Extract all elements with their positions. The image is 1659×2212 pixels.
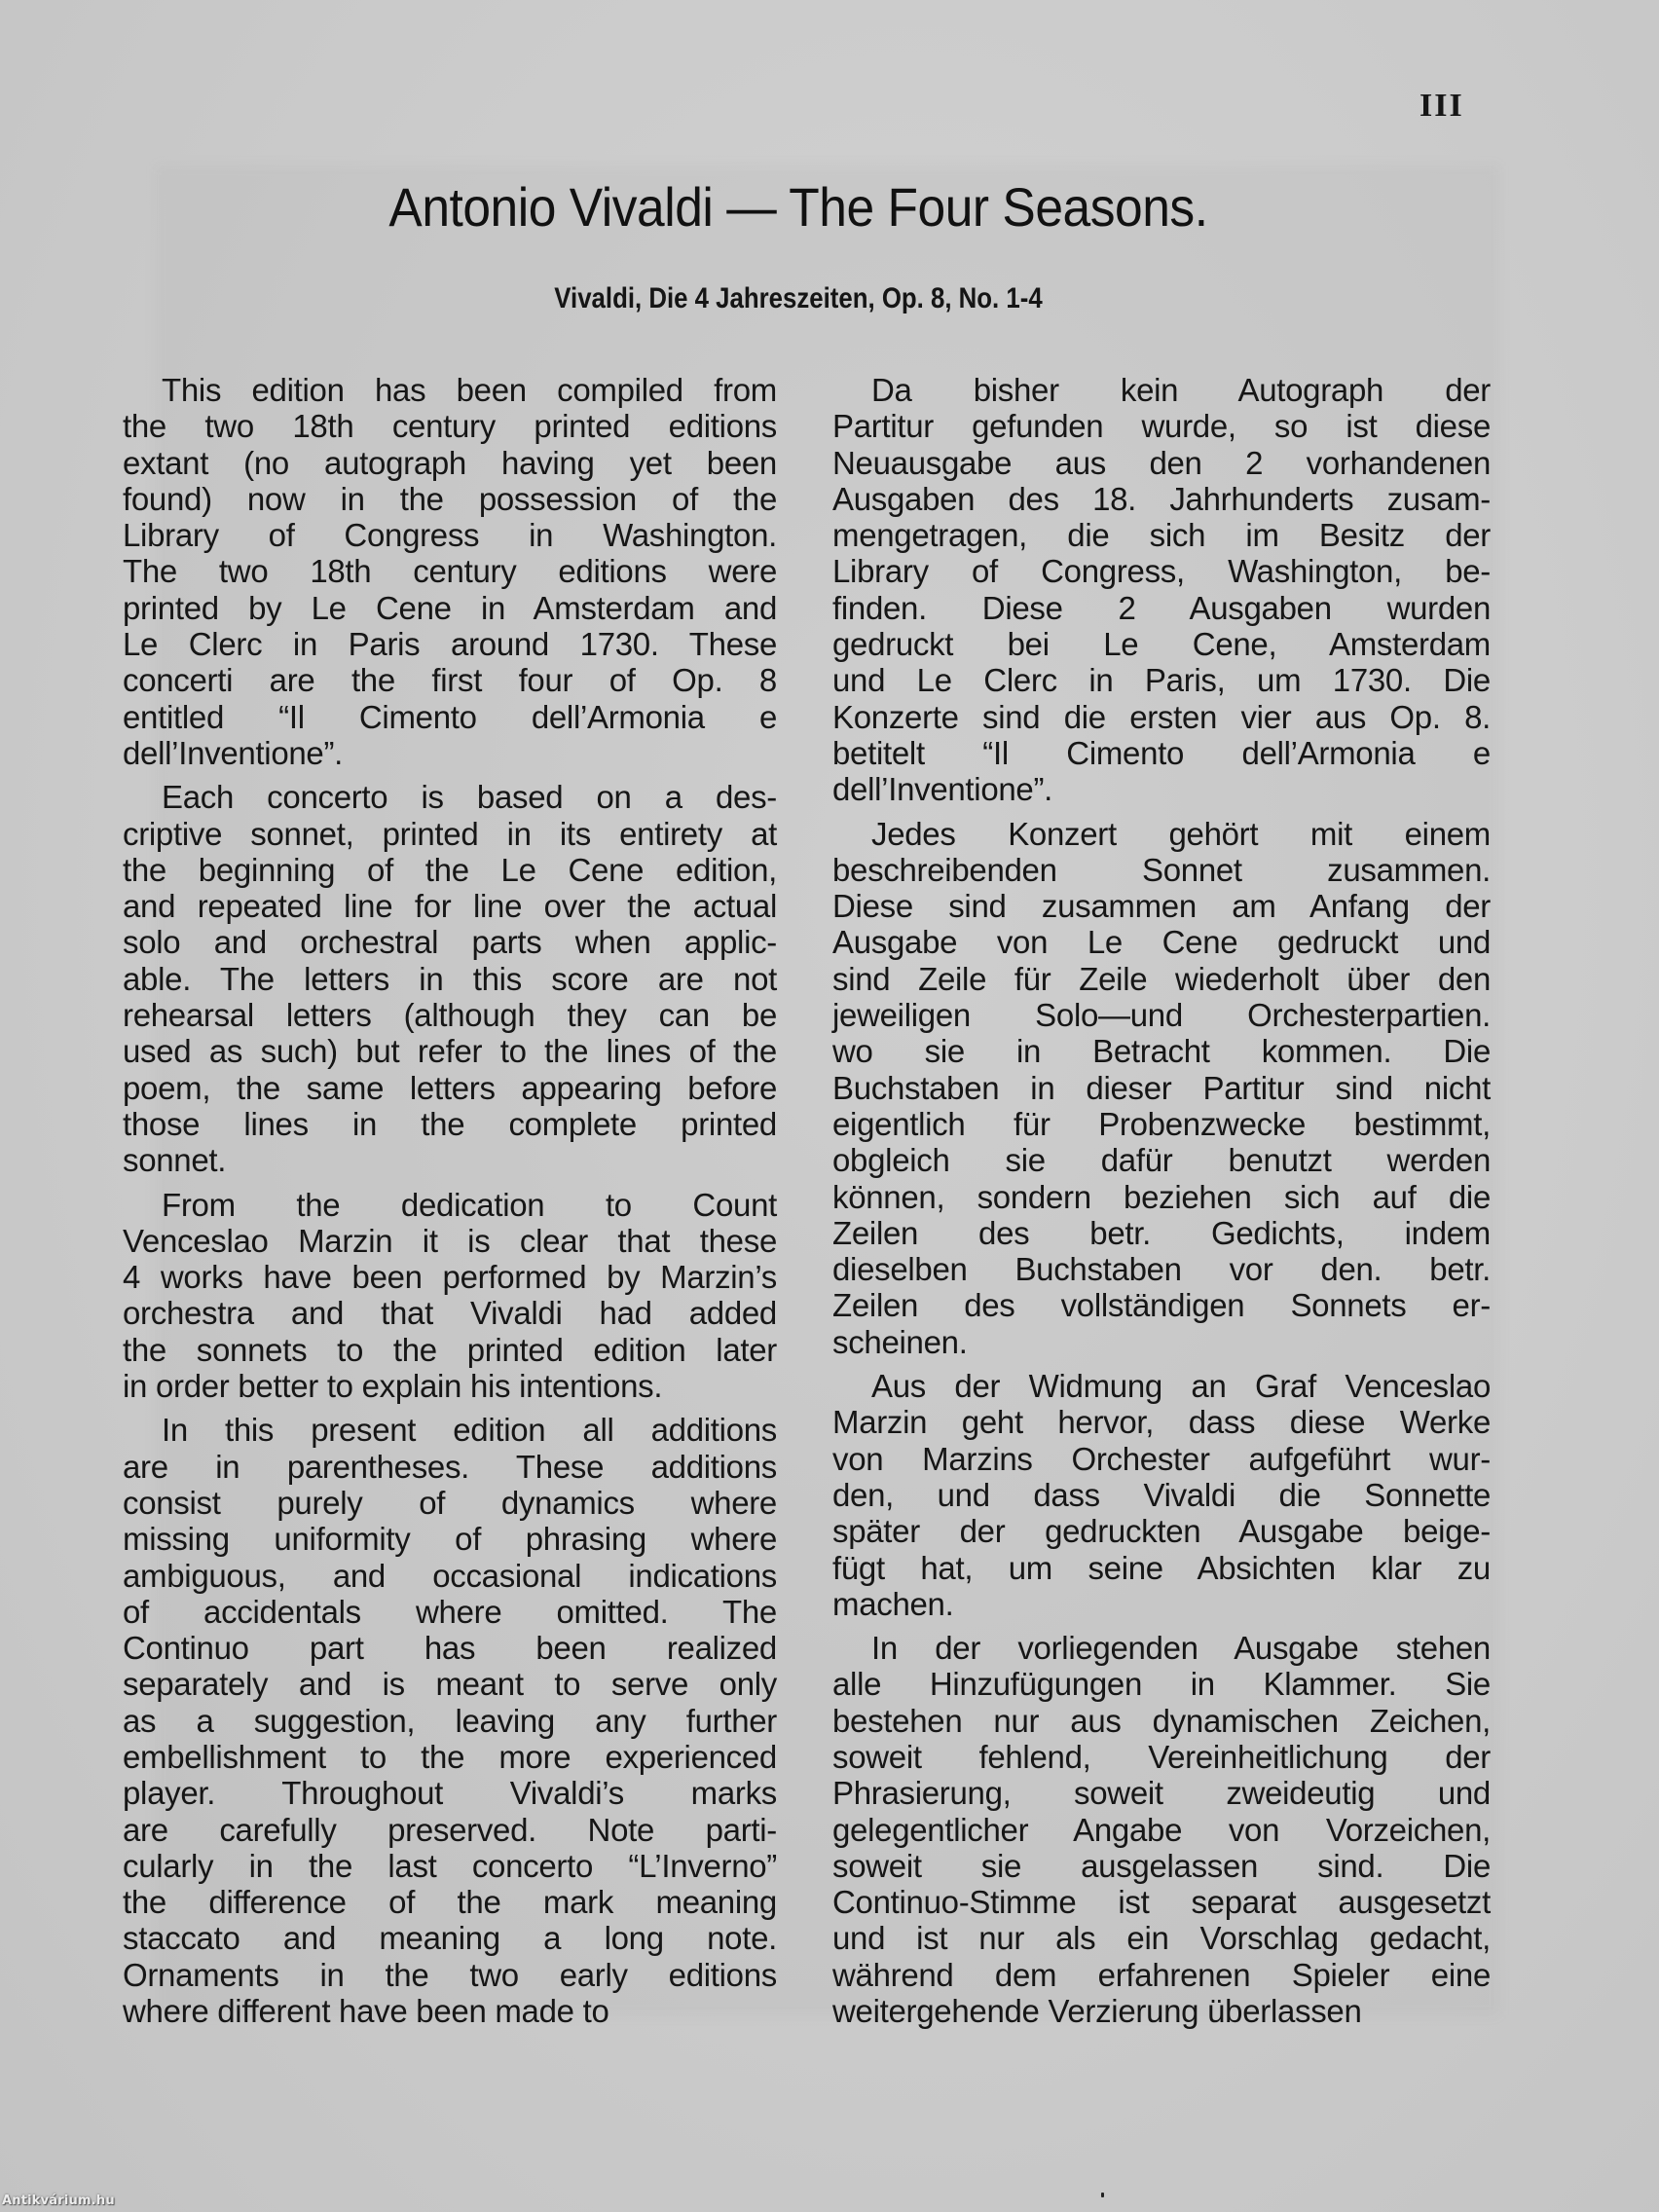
text-line-content: während dem erfahrenen Spieler eine [832, 1956, 1491, 1993]
text-line [123, 517, 777, 553]
text-line-content: Diese sind zusammen am Anfang der [832, 888, 1491, 925]
text-line-content: weitergehende Verzierung überlassen [832, 1993, 1362, 2030]
text-line [832, 1884, 1491, 1920]
text-line-content: cularly in the last concerto “L’Inverno” [123, 1847, 777, 1884]
text-line-content: orchestra and that Vivaldi had added [123, 1295, 777, 1332]
text-line-content: dieselben Buchstaben vor den. betr. [832, 1251, 1491, 1288]
text-line [123, 1957, 777, 1993]
text-line-content: extant (no autograph having yet been [123, 444, 777, 481]
text-line-content: This edition has been compiled from [162, 372, 777, 408]
text-line [832, 1368, 1491, 1404]
english-paragraph [123, 1187, 777, 1405]
text-line-content: fügt hat, um seine Absichten klar zu [832, 1549, 1491, 1586]
text-line-content: Ausgabe von Le Cene gedruckt und [832, 924, 1491, 961]
text-line [832, 961, 1491, 997]
text-line-content: sind Zeile für Zeile wiederholt über den [832, 960, 1491, 997]
text-line [832, 735, 1491, 771]
text-line-content: von Marzins Orchester aufgeführt wur- [832, 1440, 1491, 1477]
text-line-content: Le Clerc in Paris around 1730. These [123, 626, 777, 663]
text-line-content: the sonnets to the printed edition later [123, 1331, 777, 1368]
text-line [123, 1848, 777, 1884]
text-line-content: obgleich sie dafür benutzt werden [832, 1142, 1491, 1179]
text-line-content: bestehen nur aus dynamischen Zeichen, [832, 1702, 1491, 1739]
text-line-content: player. Throughout Vivaldi’s marks [123, 1775, 777, 1812]
text-line [832, 1550, 1491, 1586]
english-paragraph [123, 779, 777, 1178]
text-line [123, 1368, 777, 1404]
text-line-content: entitled “Il Cimento dell’Armonia e [123, 698, 777, 735]
text-line-content: in order better to explain his intentions. [123, 1368, 663, 1405]
text-line-content: Library of Congress, Washington, be- [832, 553, 1491, 590]
text-line [832, 445, 1491, 481]
text-line [123, 735, 777, 771]
text-line-content: Neuausgabe aus den 2 vorhandenen [832, 444, 1491, 481]
text-line [123, 1884, 777, 1920]
text-line-content: Da bisher kein Autograph der [871, 372, 1491, 408]
text-line [123, 1449, 777, 1485]
text-line-content: consist purely of dynamics where [123, 1484, 777, 1521]
text-line [832, 1477, 1491, 1513]
page-number: III [1419, 88, 1464, 124]
text-line-content: soweit sie ausgelassen sind. Die [832, 1847, 1491, 1884]
text-line [832, 1630, 1491, 1666]
text-line-content: Zeilen des betr. Gedichts, indem [832, 1214, 1491, 1251]
text-line-content: Jedes Konzert gehört mit einem [871, 815, 1491, 852]
text-line-content: From the dedication to Count [162, 1186, 777, 1223]
text-line [123, 1594, 777, 1630]
page-subtitle: Vivaldi, Die 4 Jahreszeiten, Op. 8, No. 1-4 [554, 282, 1043, 314]
text-line [832, 481, 1491, 517]
text-line [832, 1441, 1491, 1477]
text-line-content: found) now in the possession of the [123, 480, 777, 517]
text-line-content: 4 works have been performed by Marzin’s [123, 1259, 777, 1296]
text-line [123, 1703, 777, 1739]
text-line [832, 1142, 1491, 1178]
text-line [832, 553, 1491, 589]
text-line [832, 888, 1491, 924]
text-line-content: Konzerte sind die ersten vier aus Op. 8. [832, 698, 1491, 735]
text-line [123, 1630, 777, 1666]
text-line-content: Phrasierung, soweit zweideutig und [832, 1775, 1491, 1812]
text-line [832, 590, 1491, 626]
text-line [832, 1993, 1491, 2029]
text-line [832, 1957, 1491, 1993]
text-line-content: machen. [832, 1585, 954, 1622]
text-line-content: printed by Le Cene in Amsterdam and [123, 589, 777, 626]
print-speck [1101, 2193, 1104, 2197]
text-line-content: separately and is meant to serve only [123, 1666, 777, 1703]
text-line [832, 699, 1491, 735]
text-line-content: are in parentheses. These additions [123, 1448, 777, 1485]
text-line [123, 1412, 777, 1448]
text-line [832, 1775, 1491, 1811]
text-line-content: jeweiligen Solo—und Orchesterpartien. [832, 997, 1491, 1034]
text-line-content: Zeilen des vollständigen Sonnets er- [832, 1287, 1491, 1324]
text-line-content: Aus der Widmung an Graf Venceslao [871, 1368, 1491, 1405]
text-line-content: the two 18th century printed editions [123, 408, 777, 445]
text-line [123, 852, 777, 888]
text-line-content: Venceslao Marzin it is clear that these [123, 1222, 777, 1259]
text-line [123, 1920, 777, 1956]
text-line-content: are carefully preserved. Note parti- [123, 1811, 777, 1848]
text-line [832, 1404, 1491, 1440]
text-line [832, 1666, 1491, 1702]
text-line-content: sonnet. [123, 1142, 227, 1179]
text-line [123, 1106, 777, 1142]
text-line-content: missing uniformity of phrasing where [123, 1521, 777, 1558]
text-line [123, 481, 777, 517]
text-line [832, 1251, 1491, 1287]
text-line [832, 997, 1491, 1033]
text-line [123, 997, 777, 1033]
text-line-content: Ausgaben des 18. Jahrhunderts zusam- [832, 480, 1491, 517]
text-line-content: alle Hinzufügungen in Klammer. Sie [832, 1666, 1491, 1703]
text-line-content: as a suggestion, leaving any further [123, 1702, 777, 1739]
text-line [123, 1259, 777, 1295]
text-line [832, 662, 1491, 698]
text-line-content: Ornaments in the two early editions [123, 1956, 777, 1993]
text-line [123, 1033, 777, 1069]
text-line [832, 1179, 1491, 1215]
text-line [832, 924, 1491, 960]
text-line-content: used as such) but refer to the lines of the [123, 1033, 777, 1070]
text-line [123, 1558, 777, 1594]
text-line [832, 1215, 1491, 1251]
german-paragraph [832, 372, 1491, 808]
text-line [832, 408, 1491, 444]
page-title: Antonio Vivaldi — The Four Seasons. [388, 176, 1208, 238]
text-line-content: rehearsal letters (although they can be [123, 997, 777, 1034]
text-line [832, 771, 1491, 807]
text-line [123, 924, 777, 960]
text-line-content: können, sondern beziehen sich auf die [832, 1178, 1491, 1215]
text-line [123, 590, 777, 626]
text-line [832, 372, 1491, 408]
text-line-content: of accidentals where omitted. The [123, 1593, 777, 1630]
text-line [832, 1513, 1491, 1549]
text-line [832, 1070, 1491, 1106]
text-line-content: The two 18th century editions were [123, 553, 777, 590]
text-line-content: staccato and meaning a long note. [123, 1920, 777, 1957]
text-line-content: und Le Clerc in Paris, um 1730. Die [832, 662, 1491, 699]
text-line [123, 1993, 777, 2029]
text-line-content: poem, the same letters appearing before [123, 1069, 777, 1106]
text-line [123, 1223, 777, 1259]
english-paragraph [123, 1412, 777, 2029]
text-line [832, 852, 1491, 888]
text-line-content: criptive sonnet, printed in its entirety at [123, 815, 777, 852]
text-line [832, 1848, 1491, 1884]
text-line-content: mengetragen, die sich im Besitz der [832, 517, 1491, 554]
text-line [832, 1739, 1491, 1775]
text-line [123, 816, 777, 852]
text-line [123, 888, 777, 924]
text-line-content: finden. Diese 2 Ausgaben wurden [832, 589, 1491, 626]
text-line [832, 816, 1491, 852]
text-line-content: später der gedruckten Ausgabe beige- [832, 1513, 1491, 1550]
text-line [832, 1920, 1491, 1956]
text-line-content: solo and orchestral parts when applic- [123, 924, 777, 961]
text-line [123, 1812, 777, 1848]
text-line-content: beschreibenden Sonnet zusammen. [832, 851, 1491, 888]
text-line [123, 961, 777, 997]
text-line-content: Marzin geht hervor, dass diese Werke [832, 1404, 1491, 1441]
text-line [123, 779, 777, 815]
text-line [123, 445, 777, 481]
text-line-content: the difference of the mark meaning [123, 1884, 777, 1921]
text-line [832, 1812, 1491, 1848]
text-line-content: those lines in the complete printed [123, 1105, 777, 1142]
text-line-content: ambiguous, and occasional indications [123, 1557, 777, 1594]
text-line-content: concerti are the first four of Op. 8 [123, 662, 777, 699]
text-line [832, 1287, 1491, 1323]
text-line [123, 1187, 777, 1223]
text-line-content: dell’Inventione”. [832, 771, 1053, 808]
text-line-content: dell’Inventione”. [123, 734, 344, 771]
text-line [123, 408, 777, 444]
text-line [832, 1106, 1491, 1142]
text-line-content: the beginning of the Le Cene edition, [123, 851, 777, 888]
text-line [832, 1033, 1491, 1069]
text-line [123, 1070, 777, 1106]
text-line-content: Buchstaben in dieser Partitur sind nicht [832, 1069, 1491, 1106]
text-line-content: Each concerto is based on a des- [162, 779, 777, 816]
text-line-content: betitelt “Il Cimento dell’Armonia e [832, 734, 1491, 771]
english-column [123, 372, 777, 2037]
text-line-content: In der vorliegenden Ausgabe stehen [871, 1630, 1491, 1667]
text-line [123, 626, 777, 662]
text-line [123, 553, 777, 589]
text-line-content: gedruckt bei Le Cene, Amsterdam [832, 626, 1491, 663]
text-line [832, 1586, 1491, 1622]
text-line [123, 1666, 777, 1702]
text-line-content: wo sie in Betracht kommen. Die [832, 1033, 1491, 1070]
text-line [123, 1485, 777, 1521]
text-line [123, 1332, 777, 1368]
text-line [123, 1739, 777, 1775]
text-line-content: In this present edition all additions [162, 1412, 777, 1449]
german-paragraph [832, 816, 1491, 1360]
english-paragraph [123, 372, 777, 771]
text-line [123, 662, 777, 698]
german-paragraph [832, 1630, 1491, 2029]
text-line-content: where different have been made to [123, 1993, 609, 2030]
text-line [832, 517, 1491, 553]
text-line [123, 699, 777, 735]
text-line [123, 372, 777, 408]
text-line-content: Continuo part has been realized [123, 1630, 777, 1667]
german-column [832, 372, 1491, 2037]
text-line-content: soweit fehlend, Vereinheitlichung der [832, 1738, 1491, 1775]
german-paragraph [832, 1368, 1491, 1622]
text-line-content: Continuo-Stimme ist separat ausgesetzt [832, 1884, 1491, 1921]
text-line-content: Library of Congress in Washington. [123, 517, 777, 554]
text-line-content: and repeated line for line over the actual [123, 888, 777, 925]
text-line-content: scheinen. [832, 1323, 968, 1360]
text-line [832, 1703, 1491, 1739]
text-line [123, 1521, 777, 1557]
text-line-content: Partitur gefunden wurde, so ist diese [832, 408, 1491, 445]
watermark: Antikvárium.hu [2, 2194, 115, 2208]
text-line-content: embellishment to the more experienced [123, 1738, 777, 1775]
text-line-content: gelegentlicher Angabe von Vorzeichen, [832, 1811, 1491, 1848]
text-line [832, 626, 1491, 662]
text-line [123, 1775, 777, 1811]
text-line-content: able. The letters in this score are not [123, 960, 777, 997]
text-line-content: und ist nur als ein Vorschlag gedacht, [832, 1920, 1491, 1957]
text-line [123, 1142, 777, 1178]
text-line-content: den, und dass Vivaldi die Sonnette [832, 1476, 1491, 1513]
text-line-content: eigentlich für Probenzwecke bestimmt, [832, 1105, 1491, 1142]
text-line [123, 1295, 777, 1331]
text-line [832, 1324, 1491, 1360]
